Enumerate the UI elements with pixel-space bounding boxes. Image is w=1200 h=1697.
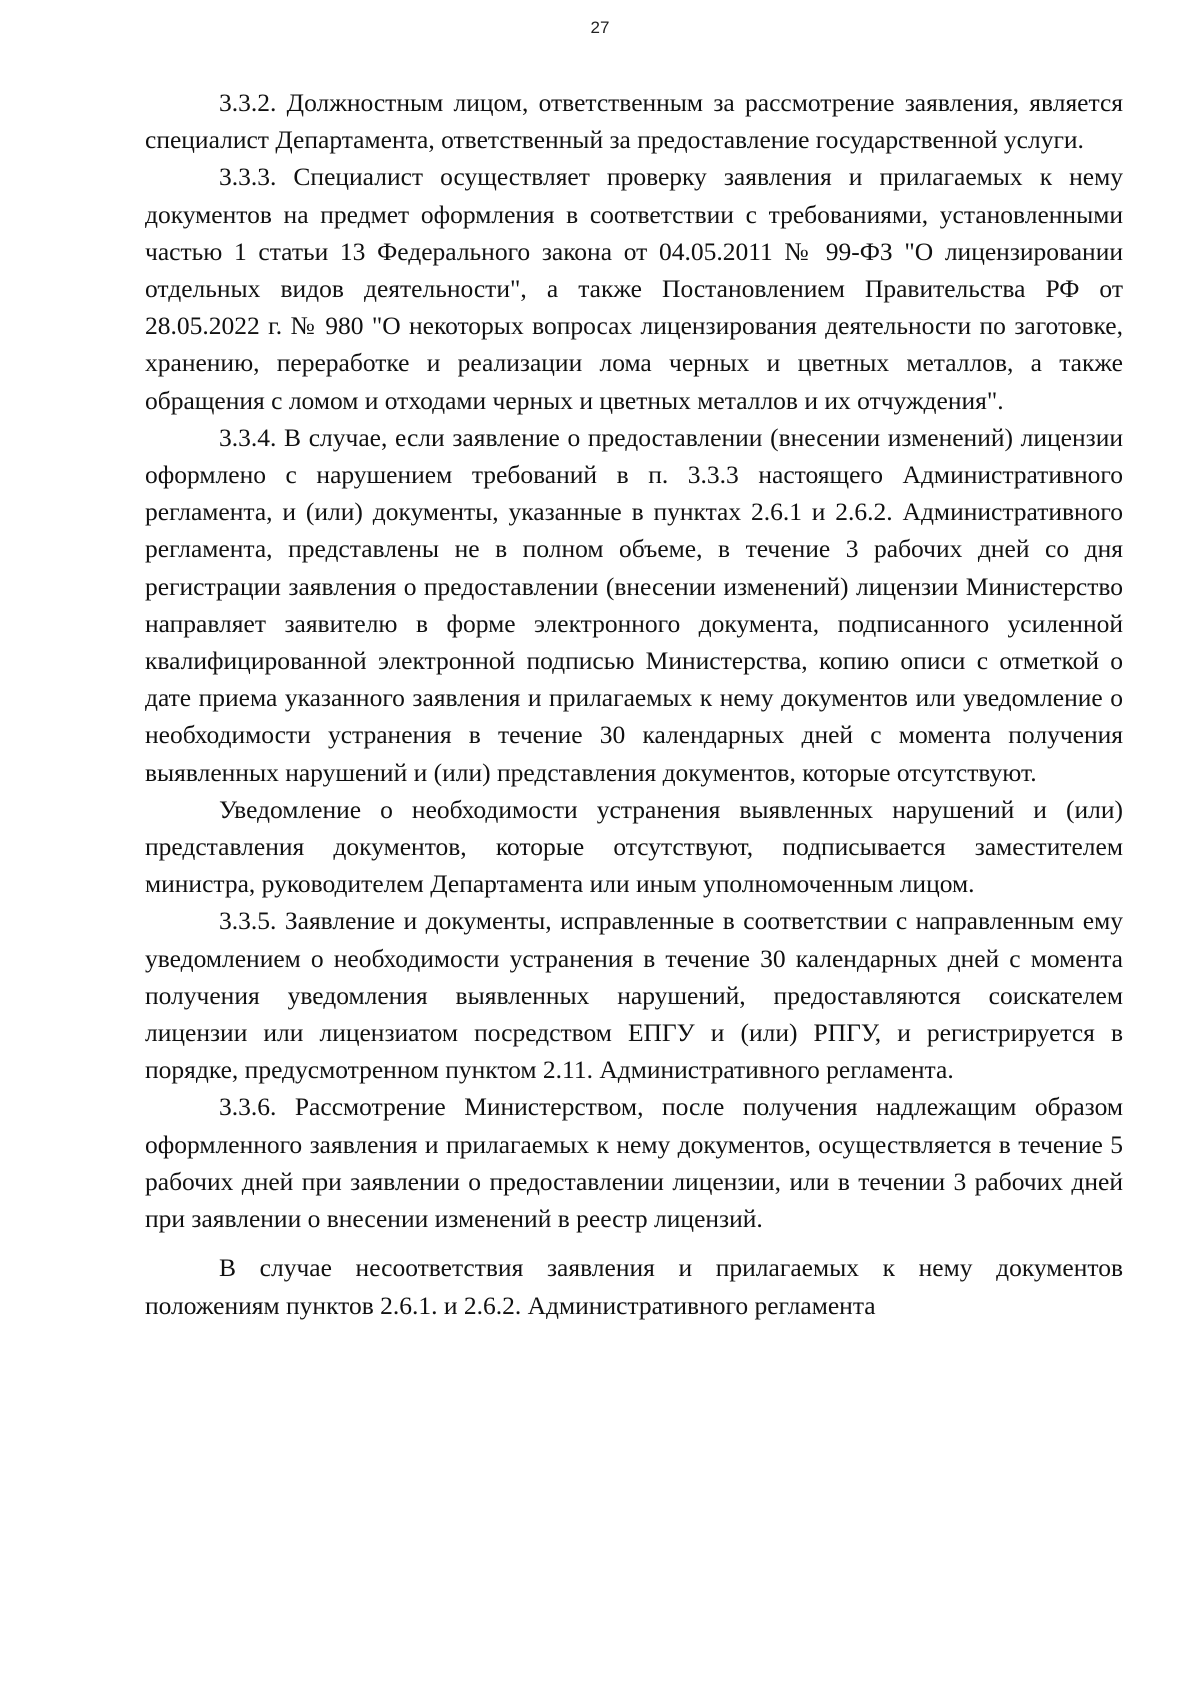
document-body bbox=[145, 84, 1123, 1324]
paragraph-3-3-4: 3.3.4. В случае, если заявление о предоставлении (внесении изменений) лицензии оформлено с нарушением требований в п. 3.3.3 настоящего Административного регламента, и (или) документы, указанные в пунктах 2.6.1 и 2.6.2. Административного регламента, представлены не в полном объеме, в течение 3 рабочих дней со дня регистрации заявления о предоставлении (внесении изменений) лицензии Министерство направляет заявителю в форме электронного документа, подписанного усиленной квалифицированной электронной подписью Министерства, копию описи с отметкой о дате приема указанного заявления и прилагаемых к нему документов или уведомление о необходимости устранения в течение 30 календарных дней с момента получения выявленных нарушений и (или) представления документов, которые отсутствуют. bbox=[145, 422, 1123, 787]
paragraph-notification: Уведомление о необходимости устранения выявленных нарушений и (или) представления документов, которые отсутствуют, подписывается заместителем министра, руководителем Департамента или иным уполномоченным лицом. bbox=[145, 794, 1123, 899]
paragraph-3-3-5: 3.3.5. Заявление и документы, исправленные в соответствии с направленным ему уведомлением о необходимости устранения в течение 30 календарных дней с момента получения уведомления выявленных нарушений, предоставляются соискателем лицензии или лицензиатом посредством ЕПГУ и (или) РПГУ, и регистрируется в порядке, предусмотренном пунктом 2.11. Административного регламента. bbox=[145, 906, 1123, 1085]
paragraph-3-3-6: 3.3.6. Рассмотрение Министерством, после получения надлежащим образом оформленного заявления и прилагаемых к нему документов, осуществляется в течение 5 рабочих дней при заявлении о предоставлении лицензии, или в течении 3 рабочих дней при заявлении о внесении изменений в реестр лицензий. bbox=[145, 1092, 1123, 1234]
page-number: 27 bbox=[590, 18, 610, 37]
paragraph-3-3-2: 3.3.2. Должностным лицом, ответственным за рассмотрение заявления, является специалист Департамента, ответственный за предоставление государственной услуги. bbox=[145, 88, 1123, 155]
paragraph-3-3-3: 3.3.3. Специалист осуществляет проверку заявления и прилагаемых к нему документов на предмет оформления в соответствии с требованиями, установленными частью 1 статьи 13 Федерального закона от 04.05.2011 № 99-ФЗ "О лицензировании отдельных видов деятельности", а также Постановлением Правительства РФ от 28.05.2022 г. № 980 "О некоторых вопросах лицензирования деятельности по заготовке, хранению, переработке и реализации лома черных и цветных металлов, а также обращения с ломом и отходами черных и цветных металлов и их отчуждения". bbox=[145, 162, 1123, 415]
paragraph-non-compliance: В случае несоответствия заявления и прилагаемых к нему документов положениям пунктов 2.6.1. и 2.6.2. Административного регламента bbox=[145, 1253, 1123, 1320]
